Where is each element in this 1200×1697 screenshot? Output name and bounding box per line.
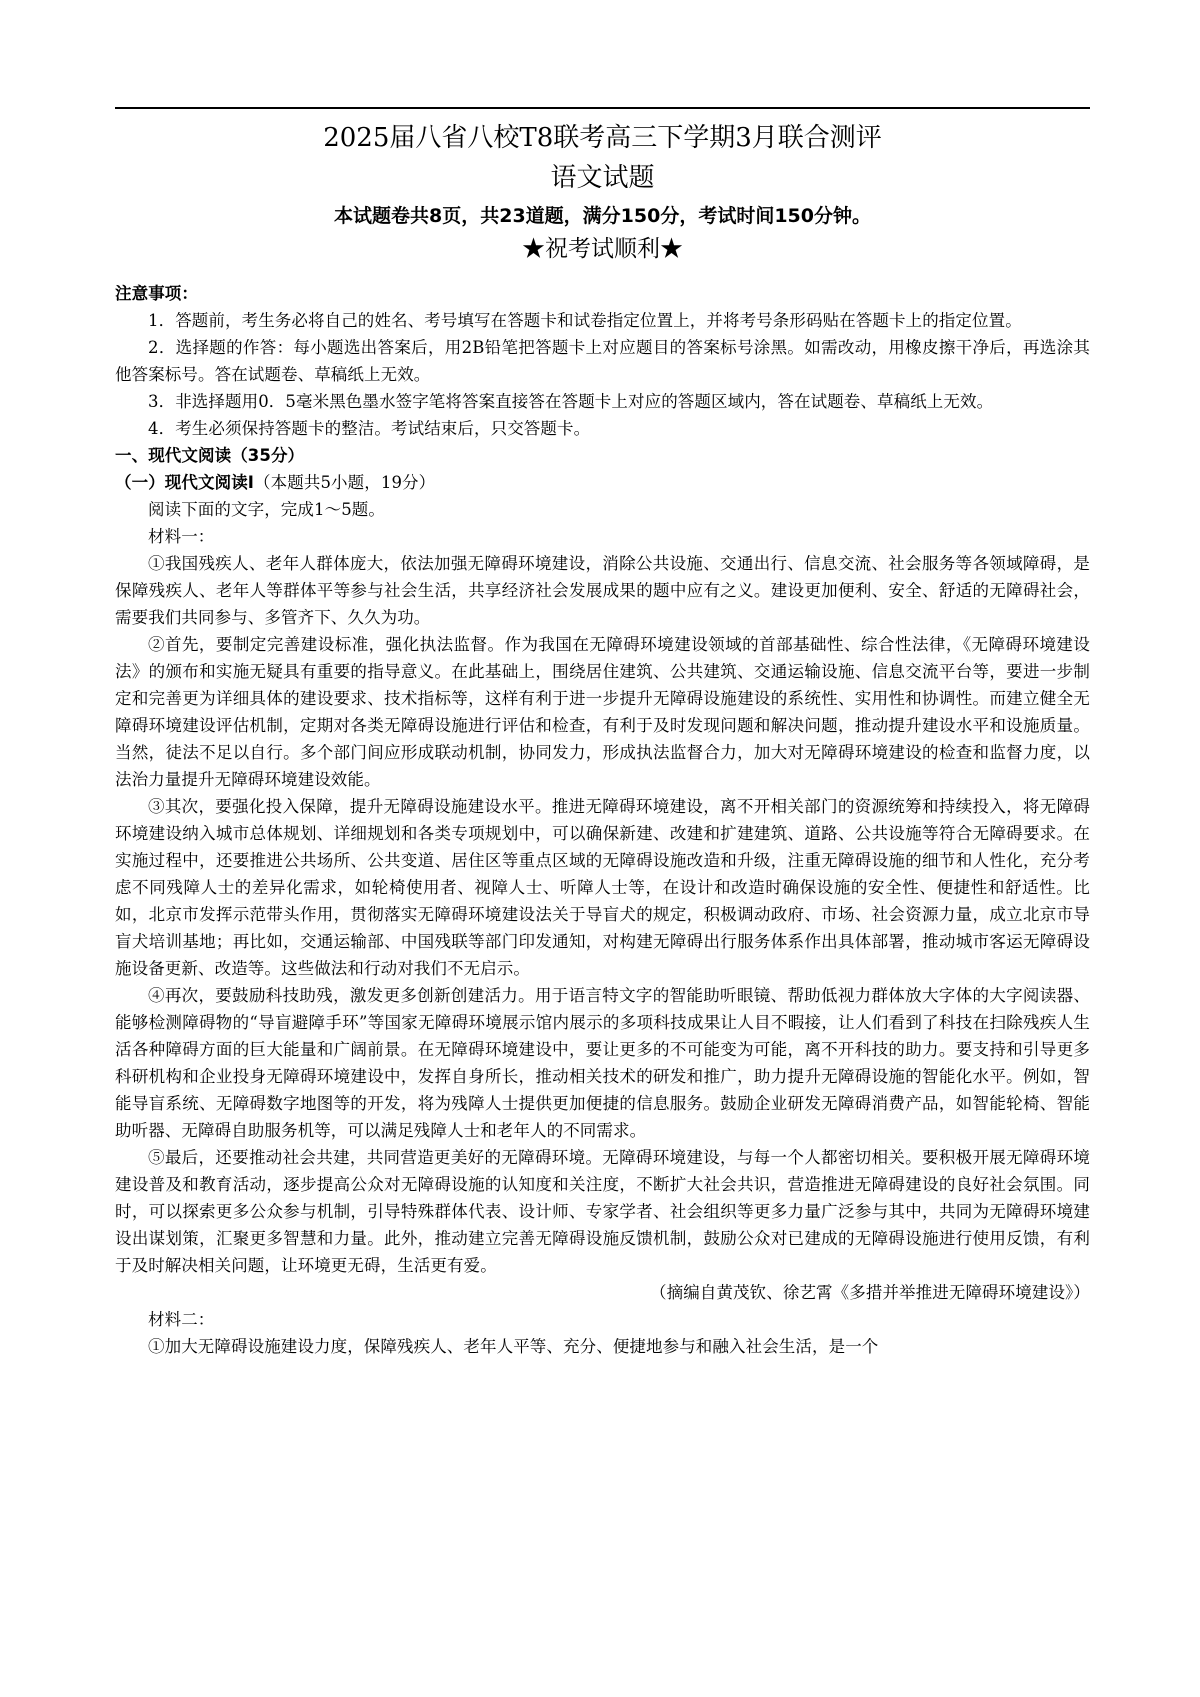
material1-label: 材料一：	[148, 527, 215, 546]
note-item: 1．答题前，考生务必将自己的姓名、考号填写在答题卡和试卷指定位置上，并将考号条形码贴在答题卡上的指定位置。	[148, 311, 1022, 330]
material1-paragraph: ④再次，要鼓励科技助残，激发更多创新创建活力。用于语言特文字的智能助听眼镜、帮助低视力群体放大字体的大字阅读器、能够检测障碍物的“导盲避障手环”等国家无障碍环境展示馆内展示的多项科技成果让人目不暇接，让人们看到了科技在扫除残疾人生活各种障碍方面的巨大能量和广阔前景。在无障碍环境建设中，要让更多的不可能变为可能，离不开科技的助力。要支持和引导更多科研机构和企业投身无障碍环境建设中，发挥自身所长，推动相关技术的研发和推广，助力提升无障碍设施的智能化水平。例如，智能导盲系统、无障碍数字地图等的开发，将为残障人士提供更加便捷的信息服务。鼓励企业研发无障碍消费产品，如智能轮椅、智能助听器、无障碍自助服务机等，可以满足残障人士和老年人的不同需求。	[115, 986, 1090, 1140]
exam-header	[115, 120, 1090, 264]
material1-paragraph: ①我国残疾人、老年人群体庞大，依法加强无障碍环境建设，消除公共设施、交通出行、信息交流、社会服务等各领域障碍，是保障残疾人、老年人等群体平等参与社会生活，共享经济社会发展成果的题中应有之义。建设更加便利、安全、舒适的无障碍社会，需要我们共同参与、多管齐下、久久为功。	[115, 554, 1090, 627]
notes-heading: 注意事项：	[115, 284, 198, 303]
material1-paragraph: ⑤最后，还要推动社会共建，共同营造更美好的无障碍环境。无障碍环境建设，与每一个人都密切相关。要积极开展无障碍环境建设普及和教育活动，逐步提高公众对无障碍设施的认知度和关注度，不断扩大社会共识，营造推进无障碍建设的良好社会氛围。同时，可以探索更多公众参与机制，引导特殊群体代表、设计师、专家学者、社会组织等更多力量广泛参与其中，共同为无障碍环境建设出谋划策，汇聚更多智慧和力量。此外，推动建立完善无障碍设施反馈机制，鼓励公众对已建成的无障碍设施进行使用反馈，有利于及时解决相关问题，让环境更无碍，生活更有爱。	[115, 1148, 1090, 1275]
note-item: 3．非选择题用0．5毫米黑色墨水签字笔将答案直接答在答题卡上对应的答题区域内，答在试题卷、草稿纸上无效。	[148, 392, 994, 411]
part-label: （一）现代文阅读Ⅰ	[115, 473, 255, 492]
exam-body	[115, 280, 1090, 1360]
section-heading: 一、现代文阅读（35分）	[115, 446, 305, 465]
part-note: （本题共5小题，19分）	[254, 473, 436, 492]
note-item: 2．选择题的作答：每小题选出答案后，用2B铅笔把答题卡上对应题目的答案标号涂黑。如需改动，用橡皮擦干净后，再选涂其他答案标号。答在试题卷、草稿纸上无效。	[115, 338, 1090, 384]
exam-wish: ★祝考试顺利★	[522, 236, 683, 262]
note-item: 4．考生必须保持答题卡的整洁。考试结束后，只交答题卡。	[148, 419, 591, 438]
reading-instruction: 阅读下面的文字，完成1～5题。	[148, 500, 385, 519]
exam-title: 2025届八省八校T8联考高三下学期3月联合测评	[323, 123, 882, 153]
material2-label: 材料二：	[148, 1310, 215, 1329]
material1-paragraph: ②首先，要制定完善建设标准，强化执法监督。作为我国在无障碍环境建设领域的首部基础性、综合性法律，《无障碍环境建设法》的颁布和实施无疑具有重要的指导意义。在此基础上，围绕居住建筑、公共建筑、交通运输设施、信息交流平台等，要进一步制定和完善更为详细具体的建设要求、技术指标等，这样有利于进一步提升无障碍设施建设的系统性、实用性和协调性。而建立健全无障碍环境建设评估机制，定期对各类无障碍设施进行评估和检查，有利于及时发现问题和解决问题，推动提升建设水平和设施质量。当然，徒法不足以自行。多个部门间应形成联动机制，协同发力，形成执法监督合力，加大对无障碍环境建设的检查和监督力度，以法治力量提升无障碍环境建设效能。	[115, 635, 1090, 789]
material1-source: （摘编自黄茂钦、徐艺霄《多措并举推进无障碍环境建设》）	[650, 1283, 1090, 1302]
part-heading	[115, 469, 1090, 496]
top-rule	[115, 107, 1090, 109]
exam-subtitle: 语文试题	[550, 163, 655, 193]
material2-paragraph: ①加大无障碍设施建设力度，保障残疾人、老年人平等、充分、便捷地参与和融入社会生活，是一个	[148, 1337, 879, 1356]
exam-info: 本试题卷共8页，共23道题，满分150分，考试时间150分钟。	[334, 205, 871, 227]
material1-paragraph: ③其次，要强化投入保障，提升无障碍设施建设水平。推进无障碍环境建设，离不开相关部门的资源统筹和持续投入，将无障碍环境建设纳入城市总体规划、详细规划和各类专项规划中，可以确保新建、改建和扩建建筑、道路、公共设施等符合无障碍要求。在实施过程中，还要推进公共场所、公共变道、居住区等重点区域的无障碍设施改造和升级，注重无障碍设施的细节和人性化，充分考虑不同残障人士的差异化需求，如轮椅使用者、视障人士、听障人士等，在设计和改造时确保设施的安全性、便捷性和舒适性。比如，北京市发挥示范带头作用，贯彻落实无障碍环境建设法关于导盲犬的规定，积极调动政府、市场、社会资源力量，成立北京市导盲犬培训基地；再比如，交通运输部、中国残联等部门印发通知，对构建无障碍出行服务体系作出具体部署，推动城市客运无障碍设施设备更新、改造等。这些做法和行动对我们不无启示。	[115, 797, 1090, 978]
